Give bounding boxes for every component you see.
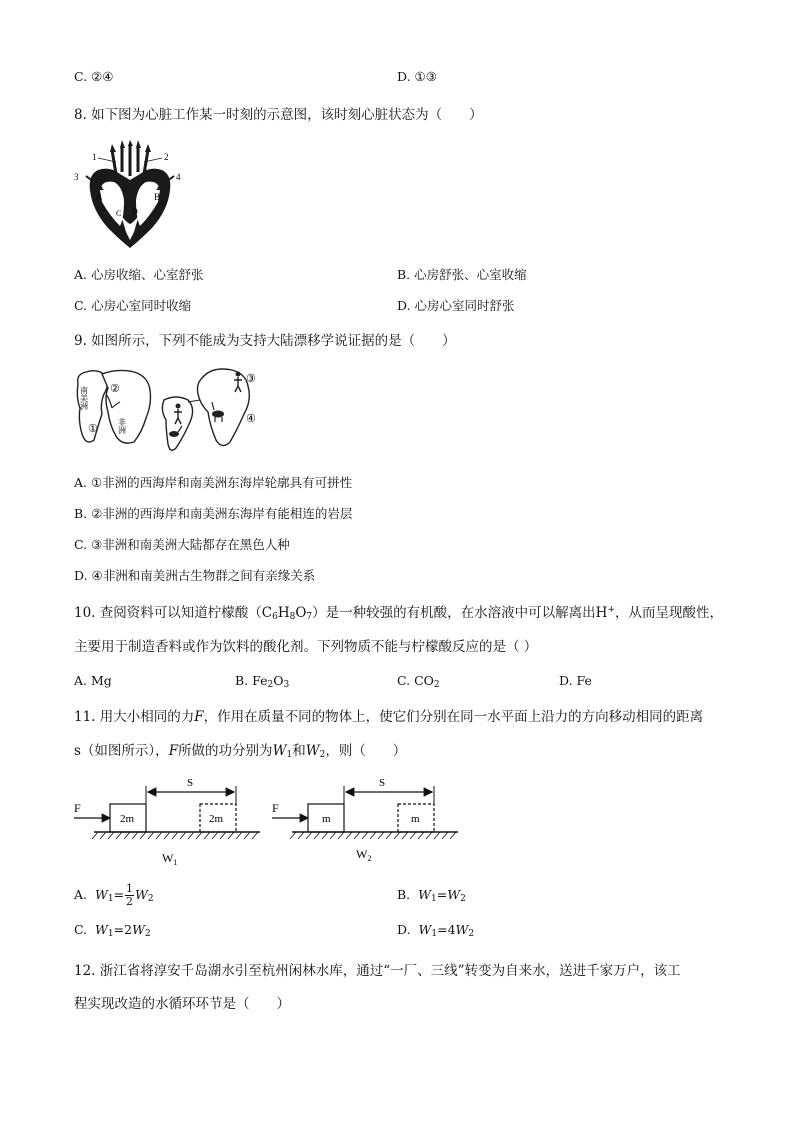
- q9-option-b: B. ②非洲的西海岸和南美洲东海岸有能相连的岩层: [74, 506, 353, 521]
- q7-option-c: C. ②④: [74, 69, 114, 84]
- q8-option-a: A. 心房收缩、心室舒张: [74, 267, 204, 282]
- label-africa: 非洲: [117, 418, 127, 434]
- fig2-block-label: m: [322, 813, 331, 825]
- heart-label-3: 3: [74, 172, 79, 182]
- q9-option-d: D. ④非洲和南美洲古生物群之间有亲缘关系: [74, 568, 316, 583]
- fig2-block-moved-label: m: [411, 813, 420, 825]
- label-south-america: 南美洲: [79, 386, 89, 410]
- q12-stem-line1: 12. 浙江省将淳安千岛湖水引至杭州闲林水库，通过“一厂、三线”转变为自来水，送进千家万户，该工: [74, 963, 681, 979]
- q7-option-d: D. ①③: [397, 69, 437, 84]
- q9-stem: 9. 如图所示，下列不能成为支持大陆漂移学说证据的是（ ）: [74, 333, 456, 349]
- q8-option-d: D. 心房心室同时舒张: [397, 298, 515, 313]
- force-diagram-1: [70, 772, 260, 868]
- q8-option-c: C. 心房心室同时收缩: [74, 298, 192, 313]
- q10-option-b: B. $Fe_2O_3$: [235, 673, 290, 690]
- fig-circle-2: ②: [110, 383, 120, 395]
- fig-circle-3: ③: [246, 373, 256, 385]
- fig1-block-moved-label: 2m: [209, 813, 224, 825]
- q10-stem-line1: 10. 查阅资料可以知道柠檬酸（C6H8O7）是一种较强的有机酸，在水溶液中可以解离出H+，从而呈现酸性，: [74, 605, 723, 622]
- fig2-distance-label: S: [379, 777, 386, 789]
- heart-label-C: C: [116, 209, 122, 218]
- fig2-caption: $W_2$: [356, 847, 372, 863]
- q10-option-d: D. Fe: [559, 673, 592, 688]
- heart-label-D: D: [132, 207, 138, 216]
- fig-circle-1: ①: [88, 423, 98, 435]
- q10-option-a: A. Mg: [74, 673, 112, 688]
- q8-option-b: B. 心房舒张、心室收缩: [397, 267, 527, 282]
- q11-option-b: B. $W_1=W_2$: [397, 887, 466, 904]
- q10-stem-line2: 主要用于制造香料或作为饮料的酸化剂。下列物质不能与柠檬酸反应的是（ ）: [74, 639, 538, 655]
- heart-label-4: 4: [176, 172, 181, 182]
- q11-stem-line2: s（如图所示），F所做的功分别为$W_1$和$W_2$，则（ ）: [74, 743, 407, 760]
- fig1-distance-label: S: [187, 777, 194, 789]
- q11-option-d: D. $W_1=4W_2$: [397, 922, 475, 939]
- heart-label-2: 2: [164, 152, 169, 162]
- force-diagram-2: [268, 772, 458, 868]
- q10-option-c: C. $CO_2$: [397, 673, 440, 690]
- heart-label-1: 1: [92, 152, 97, 162]
- q12-stem-line2: 程实现改造的水循环环节是（ ）: [74, 996, 290, 1012]
- fig-circle-4: ④: [246, 413, 256, 425]
- q11-option-c: C. $W_1=2W_2$: [74, 922, 151, 939]
- q8-stem: 8. 如下图为心脏工作某一时刻的示意图，该时刻心脏状态为（ ）: [74, 107, 483, 123]
- fig1-caption: $W_1$: [162, 851, 178, 867]
- continental-drift-figure: [72, 364, 268, 456]
- fig1-force-label: F: [74, 801, 81, 815]
- q9-option-a: A. ①非洲的西海岸和南美洲东海岸轮廓具有可拼性: [74, 475, 353, 490]
- fig2-force-label: F: [272, 801, 279, 815]
- heart-label-B: B: [154, 192, 161, 202]
- heart-label-A: A: [96, 192, 103, 202]
- fraction-one-half: $\frac{1}{2}$: [126, 882, 134, 908]
- q11-stem-line1: 11. 用大小相同的力F，作用在质量不同的物体上，使它们分别在同一水平面上沿力的方向移动相同的距离: [74, 709, 704, 725]
- q11-option-a: A. $W_1=$ $\frac{1}{2}$ $W_2$: [74, 882, 154, 908]
- q9-option-c: C. ③非洲和南美洲大陆都存在黑色人种: [74, 537, 290, 552]
- heart-diagram: [70, 140, 190, 252]
- fig1-block-label: 2m: [120, 813, 135, 825]
